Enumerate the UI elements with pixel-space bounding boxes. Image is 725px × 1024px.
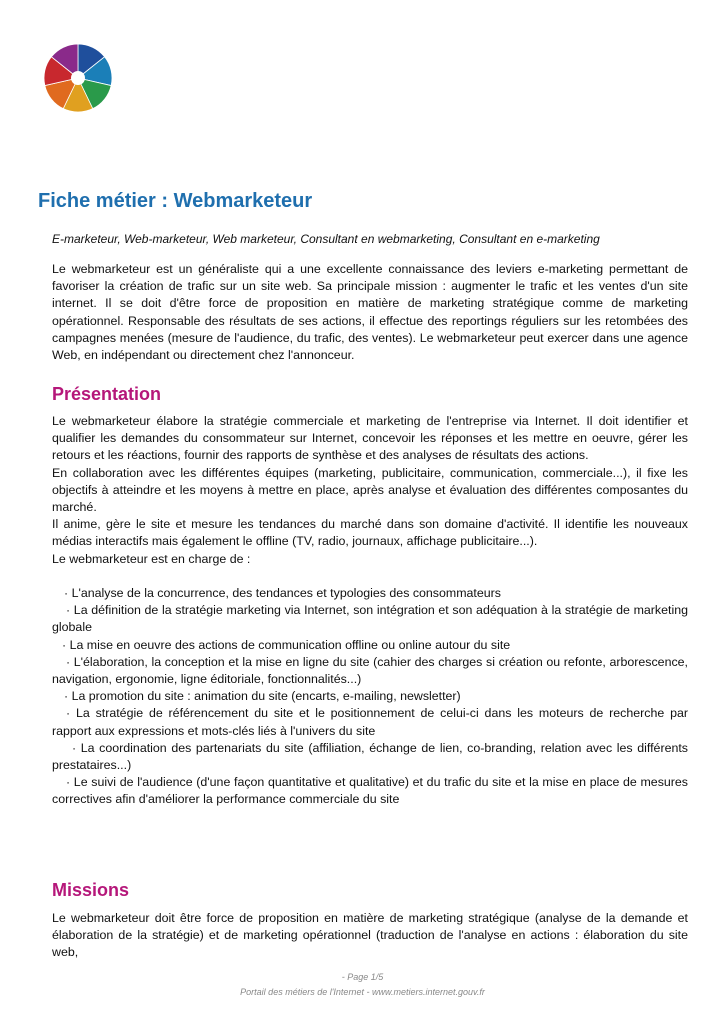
presentation-paragraph: Il anime, gère le site et mesure les tendances du marché dans son domaine d'activité. Il identifie les nouveaux médias interactifs mais également le offline (TV, radio, journaux, affichage publicitaire...). — [52, 517, 688, 549]
intro-paragraph: Le webmarketeur est un généraliste qui a une excellente connaissance des leviers e-marketing permettant de favoriser la création de trafic sur un site web. Sa principale mission : augmenter le trafic et les ventes d'un site internet. Il se doit d'être force de proposition en matière de marketing stratégique comme de marketing opérationnel. Responsable des résultats de ses actions, il effectue des reportings réguliers sur les retombées des campagnes menées (mesure de l'audience, du trafic, des ventes). Le webmarketeur peut exercer dans une agence Web, en indépendant ou directement chez l'annonceur. — [52, 262, 688, 363]
list-item: · L'analyse de la concurrence, des tendances et typologies des consommateurs — [64, 586, 501, 600]
list-item: · Le suivi de l'audience (d'une façon quantitative et qualitative) et du trafic du site et la mise en place de mesures correctives afin d'améliorer la performance commerciale du site — [52, 775, 688, 807]
presentation-paragraph: En collaboration avec les différentes équipes (marketing, publicitaire, communication, commerciale...), il fixe les objectifs à atteindre et les moyens à mettre en place, après analyse et évaluation des différentes composantes du marché. — [52, 465, 688, 515]
logo-wheel-icon — [36, 36, 120, 120]
list-item: · La coordination des partenariats du site (affiliation, échange de lien, co-branding, relation avec les différents prestataires...) — [52, 740, 688, 773]
job-synonyms: E-marketeur, Web-marketeur, Web marketeur, Consultant en webmarketing, Consultant en e-marketing — [52, 232, 600, 246]
list-item: · La définition de la stratégie marketing via Internet, son intégration et son adéquation à la stratégie de marketing globale — [52, 603, 688, 635]
footer-source: Portail des métiers de l'Internet - www.metiers.internet.gouv.fr — [240, 987, 485, 997]
presentation-paragraph: Le webmarketeur élabore la stratégie commerciale et marketing de l'entreprise via Internet. Il doit identifier et qualifier les demandes du consommateur sur Internet, concevoir les réponses et les mettre en oeuvre, gérer les retours et les réactions, fournir des rapports de synthèse et des analyses de résultats des actions. — [52, 414, 688, 463]
list-item: · L'élaboration, la conception et la mise en ligne du site (cahier des charges si création ou refonte, arborescence, navigation, ergonomie, ligne éditoriale, fonctionnalités...) — [52, 654, 688, 687]
list-item: · La mise en oeuvre des actions de communication offline ou online autour du site — [62, 637, 511, 652]
presentation-paragraph: Le webmarketeur est en charge de : — [52, 551, 251, 566]
list-item: · La promotion du site : animation du site (encarts, e-mailing, newsletter) — [64, 689, 461, 704]
section-heading-presentation: Présentation — [52, 384, 162, 404]
presentation-text — [52, 413, 688, 568]
section-heading-missions: Missions — [52, 880, 130, 900]
list-item: · La stratégie de référencement du site et le positionnement de celui-ci dans les moteurs de recherche par rapport aux expressions et mots-clés liés à l'univers du site — [52, 706, 688, 738]
footer-page-number: - Page 1/5 — [341, 972, 384, 982]
page-title: Fiche métier : Webmarketeur — [38, 190, 313, 212]
missions-paragraph: Le webmarketeur doit être force de proposition en matière de marketing stratégique (analyse de la demande et élaboration de la stratégie) et de marketing opérationnel (traduction de l'analyse en actions : élaboration du site web, — [52, 911, 688, 960]
responsibilities-list — [52, 585, 688, 809]
